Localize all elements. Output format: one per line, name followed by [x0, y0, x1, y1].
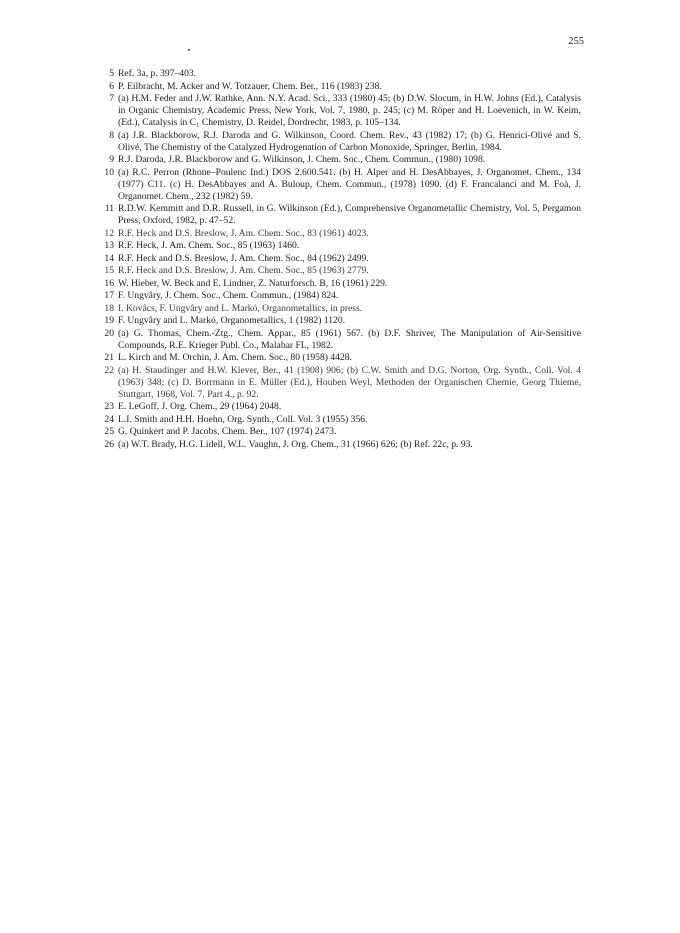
- reference-number: 9: [109, 154, 114, 165]
- reference-item: [103, 240, 581, 252]
- reference-number: 17: [104, 290, 114, 301]
- reference-item: [103, 130, 581, 154]
- reference-item: [103, 81, 581, 93]
- reference-item: [103, 303, 581, 315]
- reference-text: R.J. Daroda, J.R. Blackborow and G. Wilkinson, J. Chem. Soc., Chem. Commun., (1980) 1098.: [118, 154, 486, 165]
- reference-text: E. LeGoff, J. Org. Chem., 29 (1964) 2048.: [118, 401, 282, 412]
- reference-item: [103, 154, 581, 166]
- reference-number: 21: [104, 352, 114, 363]
- reference-text: R.F. Heck and D.S. Breslow, J. Am. Chem. Soc., 83 (1961) 4023.: [118, 227, 369, 239]
- reference-text: G. Quinkert and P. Jacobs, Chem. Ber., 107 (1974) 2473.: [118, 426, 337, 437]
- reference-text: R.F. Heck, J. Am. Chem. Soc., 85 (1963) 1460.: [118, 240, 300, 251]
- reference-number: 12: [104, 227, 114, 239]
- reference-text: (a) R.C. Perron (Rhone–Poulenc Ind.) DOS 2.600.541. (b) H. Alper and H. DesAbbayes, J. Organomet. Chem., 134 (1977) C11. (c) H. DesAbbayes and A. Buloup, Chem. Commun., (1978) 1090. (d) F. Francalanci and M. Foà, J. Organomet. Chem., 232 (1982) 59.: [118, 166, 581, 202]
- reference-item: [103, 290, 581, 302]
- reference-number: 18: [104, 302, 114, 314]
- reference-text: L. Kirch and M. Orchin, J. Am. Chem. Soc., 80 (1958) 4428.: [118, 352, 352, 363]
- reference-item: [103, 352, 581, 364]
- reference-text: Ref. 3a, p. 397–403.: [118, 68, 197, 79]
- reference-item: [103, 68, 581, 80]
- page-number: 255: [568, 36, 584, 47]
- reference-item: [103, 253, 581, 265]
- reference-text: P. Eilbracht, M. Acker and W. Totzauer, Chem. Ber., 116 (1983) 238.: [118, 80, 382, 92]
- reference-number: 15: [104, 265, 114, 276]
- reference-item: [103, 228, 581, 240]
- reference-number: 16: [104, 277, 114, 289]
- reference-number: 14: [104, 252, 114, 264]
- reference-item: [103, 401, 581, 413]
- reference-item: [103, 278, 581, 290]
- reference-number: 6: [109, 80, 114, 92]
- reference-item: [103, 365, 581, 401]
- reference-text: W. Hieber, W. Beck and E. Lindner, Z. Naturforsch. B, 16 (1961) 229.: [118, 277, 388, 289]
- reference-item: [103, 315, 581, 327]
- reference-text: (a) W.T. Brady, H.G. Lidell, W.L. Vaughn, J. Org. Chem., 31 (1966) 626; (b) Ref. 22c, p. 93.: [118, 438, 473, 450]
- reference-number: 26: [104, 438, 114, 450]
- reference-number: 23: [104, 401, 114, 412]
- reference-number: 24: [104, 413, 114, 425]
- reference-text: F. Ungvâry and L. Markó, Organometallics, 1 (1982) 1120.: [118, 315, 346, 326]
- reference-number: 10: [104, 166, 114, 178]
- reference-number: 11: [104, 203, 114, 214]
- reference-item: [103, 167, 581, 203]
- reference-number: 25: [104, 426, 114, 437]
- reference-text: R.F. Heck and D.S. Breslow, J. Am. Chem. Soc., 85 (1963) 2779.: [118, 265, 369, 276]
- reference-text: I. Kovâcs, F. Ungvâry and L. Markó, Organometallics, in press.: [118, 302, 363, 314]
- reference-number: 19: [104, 315, 114, 326]
- reference-number: 7: [109, 93, 114, 104]
- reference-item: [103, 414, 581, 426]
- reference-number: 5: [109, 68, 114, 79]
- reference-number: 8: [109, 129, 114, 141]
- reference-item: [103, 203, 581, 227]
- reference-text: (a) J.R. Blackborow, R.J. Daroda and G. Wilkinson, Coord. Chem. Rev., 43 (1982) 17; (b) G. Henrici-Olivé and S. Olivé, The Chemistry of the Catalyzed Hydrogenation of Carbon Monoxide, Springer, Berlin, 1984.: [118, 129, 581, 153]
- reference-item: [103, 439, 581, 451]
- reference-text: R.F. Heck and D.S. Breslow, J. Am. Chem. Soc., 84 (1962) 2499.: [118, 252, 369, 264]
- reference-text: F. Ungvâry, J. Chem. Soc., Chem. Commun., (1984) 824.: [118, 290, 339, 301]
- reference-item: [103, 93, 581, 129]
- reference-text: L.I. Smith and H.H. Hoehn, Org. Synth., Coll. Vol. 3 (1955) 356.: [118, 413, 368, 425]
- reference-item: [103, 426, 581, 438]
- reference-item: [103, 328, 581, 352]
- reference-text: (a) H. Staudinger and H.W. Klever, Ber., 41 (1908) 906; (b) C.W. Smith and D.G. Norton, Org. Synth., Coll. Vol. 4 (1963) 348; (c) D. Borrmann in E. Müller (Ed.), Houben Weyl, Methoden der Organischen Chemie, Georg Thieme, Stuttgart, 1968, Vol. 7, Part 4., p. 92.: [118, 364, 581, 400]
- reference-number: 20: [104, 327, 114, 339]
- reference-list: [103, 68, 581, 451]
- reference-item: [103, 265, 581, 277]
- reference-text: (a) H.M. Feder and J.W. Rathke, Ann. N.Y. Acad. Sci., 333 (1980) 45; (b) D.W. Slocum, in H.W. Johns (Ed.), Catalysis in Organic Chemistry, Academic Press, New York, Vol. 7, 1980, p. 245; (c) M. Röper and H. Loevenich, in W. Keim, (Ed.), Catalysis in C₁ Chemistry, D. Reidel, Dordrecht, 1983, p. 105–134.: [118, 93, 581, 128]
- scan-speck: [188, 49, 190, 51]
- reference-number: 13: [104, 240, 114, 251]
- reference-text: (a) G. Thomas, Chem.-Ztg., Chem. Appar., 85 (1961) 567. (b) D.F. Shriver, The Manipulation of Air-Sensitive Compounds, R.E. Krieger Publ. Co., Malabar FL, 1982.: [118, 327, 581, 351]
- reference-text: R.D.W. Kemmitt and D.R. Russell, in G. Wilkinson (Ed.), Comprehensive Organometallic Chemistry, Vol. 5, Pergamon Press, Oxford, 1982, p. 47–52.: [118, 203, 581, 226]
- reference-number: 22: [104, 364, 114, 376]
